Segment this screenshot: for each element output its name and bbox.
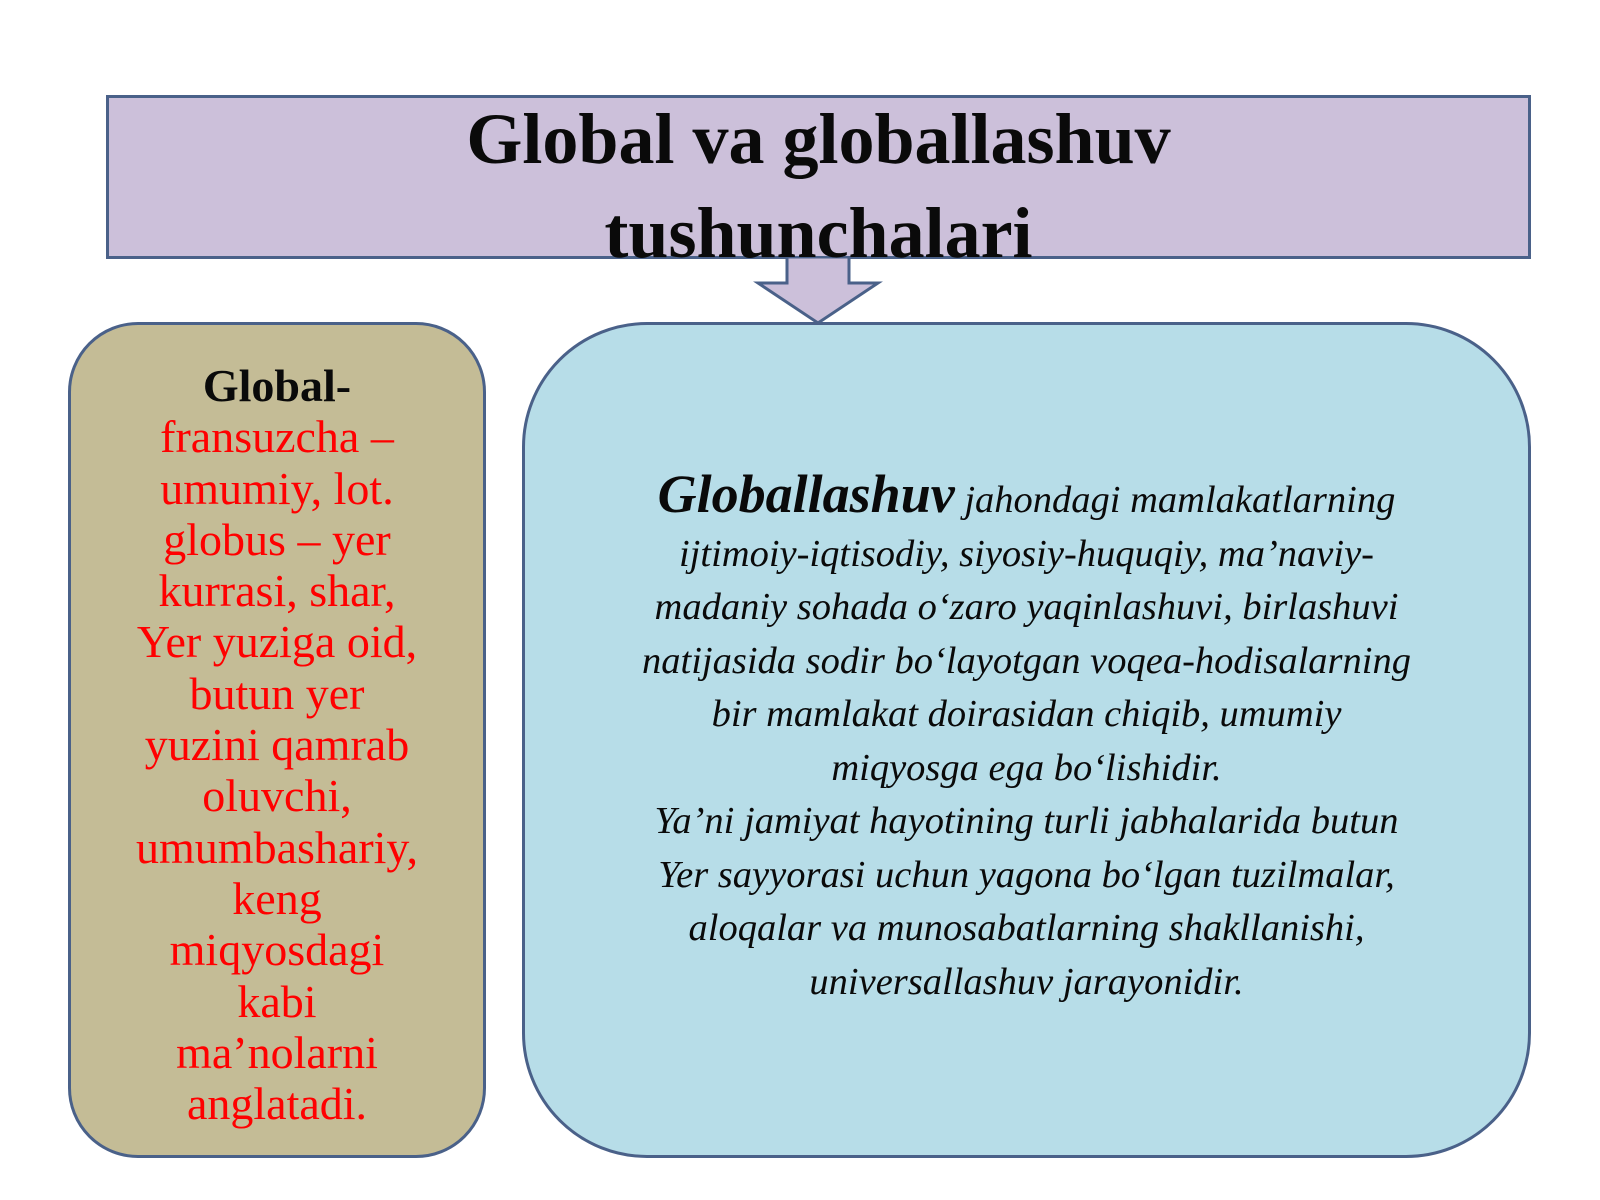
definition-line: kabi (237, 975, 317, 1027)
definition-line: bir mamlakat doirasidan chiqib, umumiy (711, 693, 1342, 735)
definition-line: Yer sayyorasi uchun yagona bo‘lgan tuzilmalar, (658, 853, 1395, 896)
definition-line: fransuzcha – (160, 411, 394, 463)
definition-line: miqyosga ega bo‘lishidir. (831, 746, 1222, 789)
title-line-2: tushunchalari (604, 193, 1033, 273)
definition-first-line (560, 464, 1493, 528)
title-line-1: Global va globallashuv (466, 99, 1171, 179)
definition-line: anglatadi. (186, 1078, 368, 1130)
definition-line: natijasida sodir bo‘layotgan voqea-hodisalarning (642, 639, 1411, 682)
global-term: Global- (202, 360, 352, 411)
definition-line: aloqalar va munosabatlarning shakllanishi, (688, 907, 1365, 949)
definition-line: Ya’ni jamiyat hayotining turli jabhalarida butun (654, 800, 1399, 842)
definition-line: miqyosdagi (169, 924, 385, 976)
definition-line: ma’nolarni (176, 1026, 378, 1078)
definition-line: universallashuv jarayonidir. (809, 960, 1244, 1003)
definition-line: jahondagi mamlakatlarning (954, 479, 1396, 521)
globalization-definition-text (560, 464, 1493, 1009)
definition-line: butun yer (189, 667, 365, 719)
definition-line: keng (232, 872, 322, 924)
definition-line: ijtimoiy-iqtisodiy, siyosiy-huquqiy, ma’naviy- (678, 532, 1374, 575)
global-definition-text (96, 360, 458, 1129)
definition-line: kurrasi, shar, (158, 565, 396, 617)
definition-line: madaniy sohada o‘zaro yaqinlashuvi, birlashuvi (654, 586, 1399, 628)
definition-line: oluvchi, (202, 770, 352, 822)
definition-line: umumiy, lot. (160, 462, 394, 514)
definition-line: yuzini qamrab (144, 719, 410, 771)
definition-line: globus – yer (163, 513, 391, 565)
slide-title (106, 92, 1531, 280)
globalization-term: Globallashuv (657, 464, 955, 524)
definition-line: umumbashariy, (136, 821, 418, 873)
definition-line: Yer yuziga oid, (136, 616, 418, 668)
